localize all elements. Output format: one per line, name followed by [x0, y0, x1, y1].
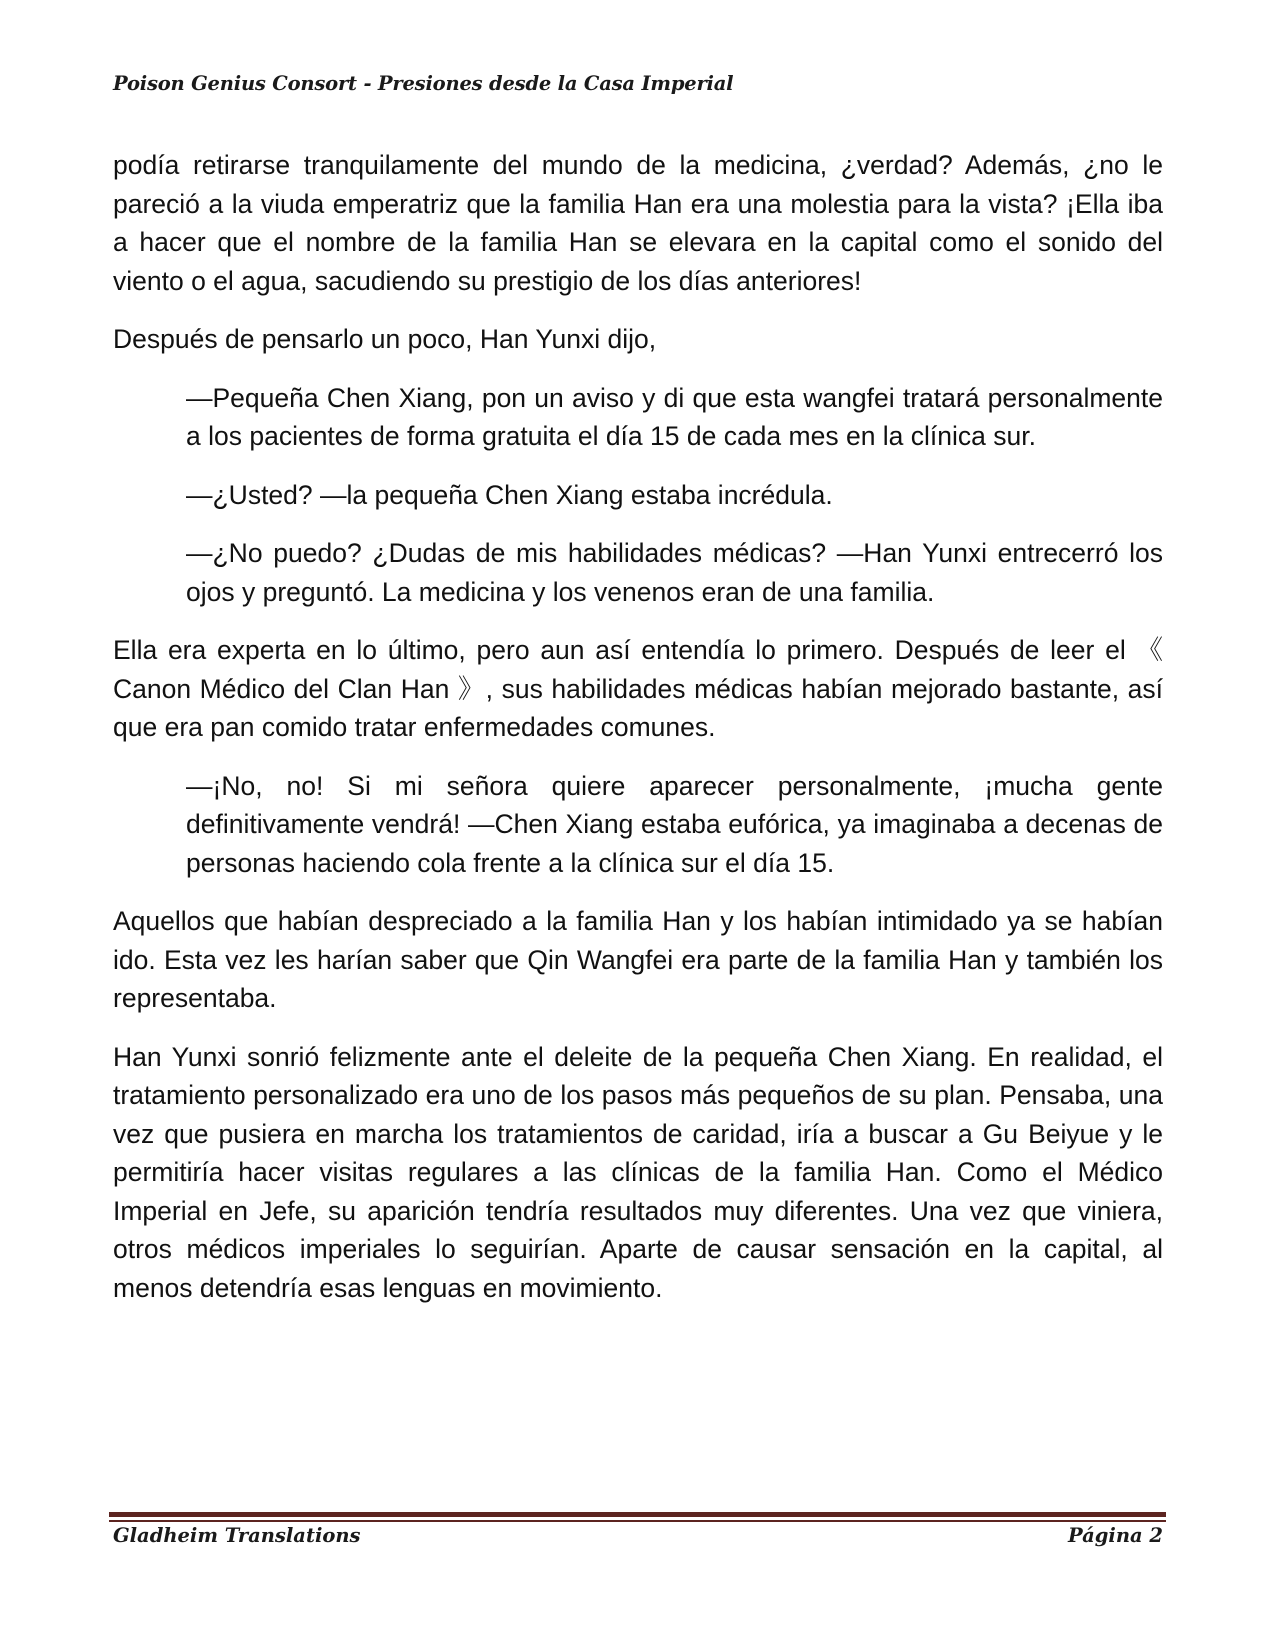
dialogue-paragraph: —¡No, no! Si mi señora quiere aparecer personalmente, ¡mucha gente definitivamente vendrá! —Chen Xiang estaba eufórica, ya imaginaba a decenas de personas haciendo cola frente a la clínica sur el día 15.	[186, 770, 1163, 878]
footer-translator: Gladheim Translations	[113, 1524, 361, 1547]
paragraph: Después de pensarlo un poco, Han Yunxi dijo,	[113, 324, 657, 354]
paragraph: podía retirarse tranquilamente del mundo de la medicina, ¿verdad? Además, ¿no le pareció a la viuda emperatriz que la familia Han era una molestia para la vista? ¡Ella iba a hacer que el nombre de la familia Han se elevara en la capital como el sonido del viento o el agua, sacudiendo su prestigio de los días anteriores!	[113, 150, 1163, 296]
footer-divider	[109, 1512, 1166, 1522]
paragraph: Han Yunxi sonrió felizmente ante el deleite de la pequeña Chen Xiang. En realidad, el tratamiento personalizado era uno de los pasos más pequeños de su plan. Pensaba, una vez que pusiera en marcha los tratamientos de caridad, iría a buscar a Gu Beiyue y le permitiría hacer visitas regulares a las clínicas de la familia Han. Como el Médico Imperial en Jefe, su aparición tendría resultados muy diferentes. Una vez que viniera, otros médicos imperiales lo seguirían. Aparte de causar sensación en la capital, al menos detendría esas lenguas en movimiento.	[113, 1041, 1163, 1303]
running-header: Poison Genius Consort - Presiones desde la Casa Imperial	[113, 72, 734, 95]
dialogue-paragraph: —¿Usted? —la pequeña Chen Xiang estaba incrédula.	[186, 479, 833, 510]
page-number: Página 2	[1068, 1524, 1163, 1547]
paragraph: Ella era experta en lo último, pero aun así entendía lo primero. Después de leer el 《 Canon Médico del Clan Han 》, sus habilidades médicas habían mejorado bastante, así que era pan comido tratar enfermedades comunes.	[113, 635, 1163, 742]
dialogue-paragraph: —¿No puedo? ¿Dudas de mis habilidades médicas? —Han Yunxi entrecerró los ojos y preguntó. La medicina y los venenos eran de una familia.	[186, 538, 1163, 607]
page-body	[113, 146, 1163, 1327]
paragraph: Aquellos que habían despreciado a la familia Han y los habían intimidado ya se habían ido. Esta vez les harían saber que Qin Wangfei era parte de la familia Han y también los representaba.	[113, 906, 1163, 1013]
dialogue-paragraph: —Pequeña Chen Xiang, pon un aviso y di que esta wangfei tratará personalmente a los pacientes de forma gratuita el día 15 de cada mes en la clínica sur.	[186, 382, 1163, 451]
